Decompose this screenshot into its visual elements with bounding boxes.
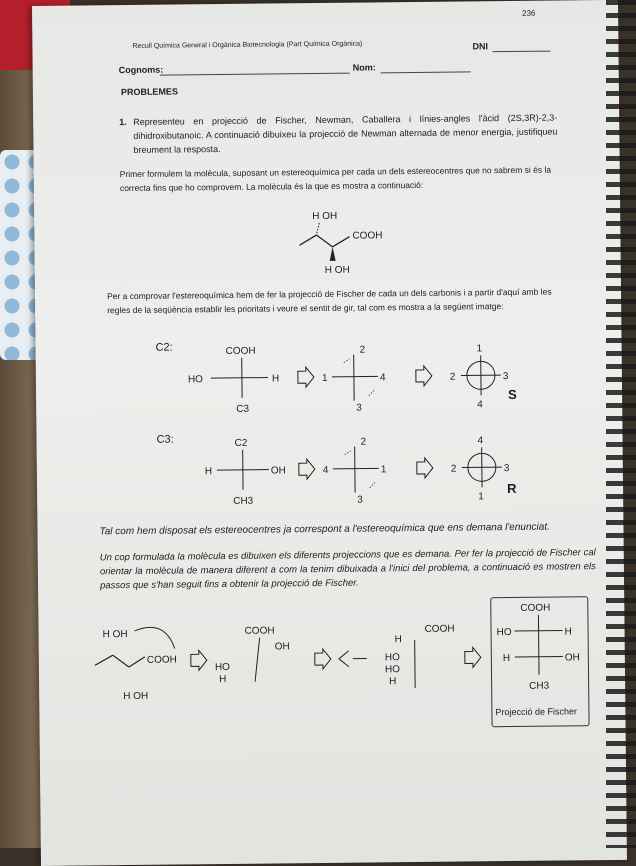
step2-cooh: COOH: [245, 625, 275, 636]
step2-ho: HO: [215, 662, 230, 673]
c3-rot-right: 3: [504, 463, 510, 474]
fischer-h-left: H: [503, 653, 510, 664]
hollow-arrow: [416, 366, 432, 386]
c3-right-substituent: OH: [271, 465, 286, 476]
bond: [217, 470, 269, 471]
paragraph-conclusion: Tal com hem disposat els estereocentres ja correspont a l'estereoquímica que ens demana l'enunciat.: [99, 520, 569, 539]
dni-field-line: [492, 51, 550, 53]
step3-ho-1: HO: [385, 652, 400, 663]
c3-configuration: R: [507, 481, 517, 496]
c3-rot-left: 2: [451, 464, 457, 475]
hash-bond: [316, 223, 319, 235]
c2-analysis: [156, 337, 517, 421]
c3-analysis: [156, 429, 517, 513]
c2-configuration: S: [508, 387, 517, 402]
hollow-arrow: [417, 458, 433, 478]
c3-rot-bottom: 1: [478, 491, 484, 502]
problem-statement: Representeu en projecció de Fischer, Newman, Caballera i línies-angles l'àcid (2S,3R)-2,3-dihidroxibutanoic. A continuació dibuixeu la projecció de Newman alternada de menor energia, justifiqueu breument la resposta.: [133, 111, 557, 157]
fischer-caption: Projecció de Fischer: [495, 706, 577, 717]
step1-h-oh-bottom: H OH: [123, 691, 148, 702]
viewer-eye-icon: [339, 651, 367, 667]
nom-field-line: [381, 71, 471, 73]
swap-arrow: [345, 450, 375, 488]
rotate-arrow: [135, 627, 175, 649]
cognoms-label: Cognoms:: [119, 65, 164, 75]
molecule-cooh: COOH: [352, 230, 382, 241]
swap-arrow: [344, 358, 374, 396]
c2-priority-right: 4: [380, 372, 386, 383]
wedge-bond: [330, 247, 336, 261]
fischer-horizontal-1: [515, 630, 563, 631]
step3-cooh: COOH: [424, 624, 454, 635]
molecule-h-oh-top: H OH: [312, 211, 337, 222]
c3-top-substituent: C2: [235, 438, 248, 449]
bond: [299, 235, 316, 245]
fischer-ho: HO: [497, 627, 512, 638]
fischer-vertical: [538, 615, 539, 675]
c3-row-label: C3:: [156, 434, 173, 446]
paragraph-formulation: Primer formulem la molècula, suposant un estereoquímica per cada un dels estereocentres que no sabrem si és la correcta fins que ho comprovem. La molècula és la que es mostra a continuació:: [120, 162, 560, 195]
c3-priority-top: 2: [361, 437, 367, 448]
bond: [255, 638, 260, 682]
molecule-zigzag: [294, 202, 415, 283]
c2-rot-top: 1: [477, 343, 483, 354]
hollow-arrow: [299, 459, 315, 479]
bond: [129, 657, 145, 667]
nom-label: Nom:: [353, 62, 376, 72]
fischer-steps: [94, 619, 495, 713]
molecule-h-oh-bottom: H OH: [325, 265, 350, 276]
fischer-oh: OH: [565, 652, 580, 663]
fischer-top: COOH: [520, 603, 550, 614]
c3-priority-right: 1: [381, 464, 387, 475]
step2-oh: OH: [275, 641, 290, 652]
step3-h-bottom: H: [389, 676, 396, 687]
dni-label: DNI: [472, 41, 488, 51]
hollow-arrow: [465, 647, 481, 667]
fischer-horizontal-2: [515, 656, 563, 657]
step1-h-oh-top: H OH: [103, 629, 128, 640]
document-page: [32, 0, 627, 866]
spiral-binding: [606, 0, 636, 848]
bond: [316, 235, 332, 247]
c2-priority-bottom: 3: [356, 403, 362, 414]
c2-row-label: C2:: [156, 342, 173, 354]
c3-priority-bottom: 3: [357, 495, 363, 506]
paragraph-fischer-check: Per a comprovar l'estereoquímica hem de fer la projecció de Fischer de cada un dels carbonis i a partir d'aquí amb les regles de la seqüència establir les prioritats i veure el sentit de gir, tal com es mostra a la següent imatge:: [107, 284, 563, 317]
c2-top-substituent: COOH: [226, 346, 256, 357]
c3-bottom-substituent: CH3: [233, 496, 254, 507]
c2-rot-right: 3: [503, 371, 509, 382]
bond: [415, 640, 416, 688]
page-number: 236: [522, 9, 535, 18]
page-header: Recull Química General i Orgànica Biotecnologia (Part Química Orgànica): [132, 41, 362, 50]
bond: [332, 237, 349, 247]
c2-bottom-substituent: C3: [236, 404, 249, 415]
cognoms-field-line: [160, 73, 350, 76]
c2-priority-top: 2: [360, 345, 366, 356]
fischer-h-right: H: [565, 626, 572, 637]
fischer-bottom: CH3: [529, 681, 550, 692]
c3-left-substituent: H: [205, 466, 212, 477]
step3-h: H: [395, 634, 402, 645]
paragraph-projections: Un cop formulada la molècula es dibuixen els diferents projeccions que es demana. Per fer la projecció de Fischer cal orientar la molècula de manera diferent a com la tenim dibuixada a l'inici del problema, a continuació es mostren els passos que s'han seguit fins a obtenir la projecció de Fischer.: [100, 546, 596, 593]
c2-left-substituent: HO: [188, 374, 203, 385]
bond: [211, 378, 268, 379]
hollow-arrow: [315, 649, 331, 669]
step3-ho-2: HO: [385, 664, 400, 675]
hollow-arrow: [191, 650, 207, 670]
section-title: PROBLEMES: [121, 86, 178, 97]
c2-rot-bottom: 4: [477, 399, 483, 410]
c2-priority-left: 1: [322, 373, 328, 384]
c2-rot-left: 2: [450, 372, 456, 383]
bond: [95, 655, 113, 665]
c3-rot-top: 4: [478, 435, 484, 446]
problem-number: 1.: [119, 115, 127, 129]
step2-h: H: [219, 674, 226, 685]
fischer-projection: [490, 596, 587, 725]
hollow-arrow: [298, 367, 314, 387]
bond: [113, 655, 129, 667]
c2-right-substituent: H: [272, 373, 279, 384]
c3-priority-left: 4: [323, 465, 329, 476]
step1-cooh: COOH: [147, 655, 177, 666]
